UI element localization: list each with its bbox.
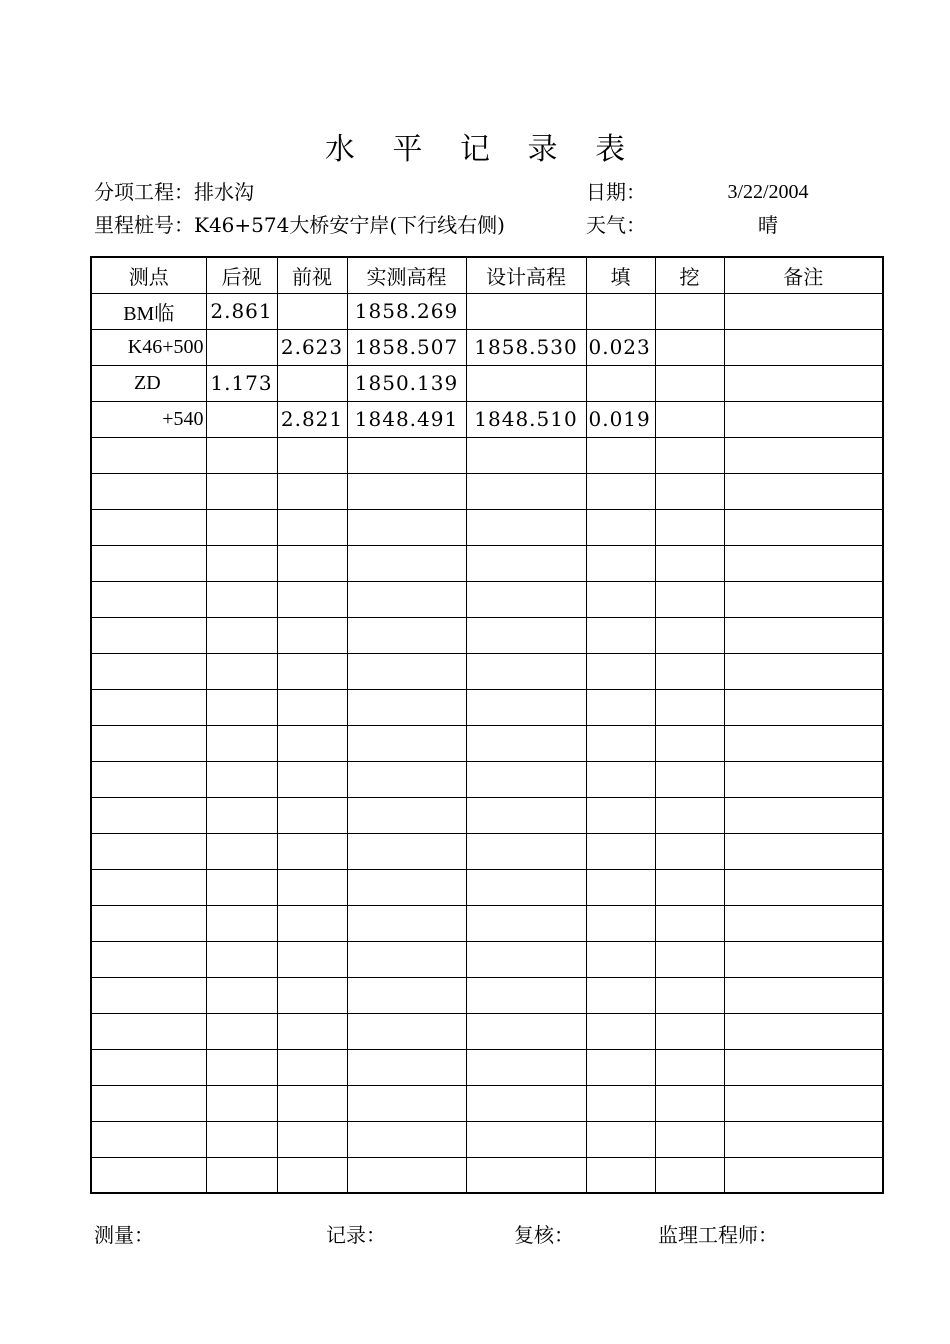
cell-point bbox=[91, 869, 206, 905]
project-value: 排水沟 bbox=[194, 180, 254, 204]
cell-foresight bbox=[277, 293, 347, 329]
cell-design: 1848.510 bbox=[466, 401, 586, 437]
cell-design bbox=[466, 1121, 586, 1157]
table-row bbox=[91, 365, 883, 401]
table-row bbox=[91, 329, 883, 365]
cell-backsight bbox=[206, 725, 277, 761]
col-header-point: 测点 bbox=[91, 257, 206, 293]
cell-backsight bbox=[206, 617, 277, 653]
cell-fill bbox=[586, 941, 655, 977]
cell-design bbox=[466, 437, 586, 473]
cell-point bbox=[91, 509, 206, 545]
cell-cut bbox=[655, 869, 724, 905]
cell-design bbox=[466, 473, 586, 509]
cell-design bbox=[466, 869, 586, 905]
recorder-label: 记录： bbox=[326, 1223, 386, 1247]
cell-measured bbox=[347, 797, 466, 833]
cell-backsight bbox=[206, 1085, 277, 1121]
cell-fill bbox=[586, 761, 655, 797]
table-row bbox=[91, 293, 883, 329]
cell-cut bbox=[655, 653, 724, 689]
cell-point bbox=[91, 797, 206, 833]
cell-fill bbox=[586, 1157, 655, 1193]
cell-design bbox=[466, 941, 586, 977]
cell-note bbox=[724, 437, 883, 473]
cell-backsight bbox=[206, 1157, 277, 1193]
cell-measured bbox=[347, 545, 466, 581]
cell-note bbox=[724, 761, 883, 797]
cell-note bbox=[724, 689, 883, 725]
cell-fill bbox=[586, 833, 655, 869]
reviewer-label: 复核： bbox=[514, 1223, 574, 1247]
cell-backsight bbox=[206, 977, 277, 1013]
cell-fill: 0.023 bbox=[586, 329, 655, 365]
cell-cut bbox=[655, 1049, 724, 1085]
cell-cut bbox=[655, 365, 724, 401]
cell-foresight bbox=[277, 905, 347, 941]
cell-fill bbox=[586, 869, 655, 905]
cell-backsight bbox=[206, 869, 277, 905]
cell-measured bbox=[347, 1013, 466, 1049]
cell-fill bbox=[586, 437, 655, 473]
cell-backsight bbox=[206, 509, 277, 545]
col-header-measured: 实测高程 bbox=[347, 257, 466, 293]
cell-backsight bbox=[206, 1049, 277, 1085]
supervisor-label: 监理工程师： bbox=[658, 1223, 778, 1247]
cell-backsight bbox=[206, 905, 277, 941]
cell-fill bbox=[586, 905, 655, 941]
cell-fill bbox=[586, 797, 655, 833]
table-row-empty bbox=[91, 473, 883, 509]
cell-fill bbox=[586, 473, 655, 509]
table-row-empty bbox=[91, 833, 883, 869]
cell-foresight bbox=[277, 869, 347, 905]
cell-note bbox=[724, 653, 883, 689]
cell-foresight: 2.821 bbox=[277, 401, 347, 437]
cell-backsight bbox=[206, 797, 277, 833]
project-line bbox=[94, 178, 254, 206]
cell-backsight bbox=[206, 545, 277, 581]
cell-cut bbox=[655, 437, 724, 473]
cell-point bbox=[91, 1085, 206, 1121]
cell-point bbox=[91, 617, 206, 653]
station-value: K46+574大桥安宁岸(下行线右侧) bbox=[194, 213, 505, 237]
cell-point bbox=[91, 941, 206, 977]
cell-cut bbox=[655, 401, 724, 437]
cell-cut bbox=[655, 761, 724, 797]
cell-cut bbox=[655, 473, 724, 509]
cell-point bbox=[91, 833, 206, 869]
cell-measured: 1848.491 bbox=[347, 401, 466, 437]
cell-foresight bbox=[277, 1013, 347, 1049]
cell-design bbox=[466, 1157, 586, 1193]
cell-measured bbox=[347, 473, 466, 509]
table-row-empty bbox=[91, 653, 883, 689]
cell-note bbox=[724, 509, 883, 545]
cell-measured bbox=[347, 437, 466, 473]
cell-point bbox=[91, 689, 206, 725]
cell-backsight bbox=[206, 1121, 277, 1157]
cell-cut bbox=[655, 1121, 724, 1157]
table-row-empty bbox=[91, 941, 883, 977]
cell-foresight bbox=[277, 581, 347, 617]
cell-measured: 1850.139 bbox=[347, 365, 466, 401]
cell-foresight bbox=[277, 653, 347, 689]
cell-foresight bbox=[277, 1121, 347, 1157]
cell-point bbox=[91, 977, 206, 1013]
table-header-row bbox=[91, 257, 883, 293]
cell-point bbox=[91, 581, 206, 617]
cell-measured bbox=[347, 905, 466, 941]
cell-point: +540 bbox=[91, 401, 206, 437]
cell-fill bbox=[586, 509, 655, 545]
cell-cut bbox=[655, 797, 724, 833]
cell-backsight bbox=[206, 329, 277, 365]
table-row-empty bbox=[91, 437, 883, 473]
cell-note bbox=[724, 941, 883, 977]
cell-measured bbox=[347, 1049, 466, 1085]
cell-point bbox=[91, 1121, 206, 1157]
cell-foresight bbox=[277, 617, 347, 653]
col-header-fill: 填 bbox=[586, 257, 655, 293]
cell-point bbox=[91, 725, 206, 761]
col-header-note: 备注 bbox=[724, 257, 883, 293]
date-label: 日期： bbox=[586, 180, 646, 204]
cell-note bbox=[724, 1085, 883, 1121]
cell-design bbox=[466, 797, 586, 833]
cell-cut bbox=[655, 545, 724, 581]
page-title: 水 平 记 录 表 bbox=[324, 132, 640, 167]
cell-note bbox=[724, 401, 883, 437]
cell-measured: 1858.269 bbox=[347, 293, 466, 329]
cell-measured bbox=[347, 761, 466, 797]
cell-foresight bbox=[277, 1049, 347, 1085]
table-row-empty bbox=[91, 689, 883, 725]
table-row-empty bbox=[91, 1085, 883, 1121]
cell-fill bbox=[586, 1121, 655, 1157]
cell-note bbox=[724, 1049, 883, 1085]
cell-fill bbox=[586, 725, 655, 761]
cell-point bbox=[91, 1049, 206, 1085]
cell-foresight bbox=[277, 725, 347, 761]
cell-backsight bbox=[206, 1013, 277, 1049]
table-row-empty bbox=[91, 905, 883, 941]
cell-measured bbox=[347, 509, 466, 545]
cell-design bbox=[466, 1013, 586, 1049]
cell-backsight bbox=[206, 761, 277, 797]
cell-foresight: 2.623 bbox=[277, 329, 347, 365]
cell-foresight bbox=[277, 509, 347, 545]
col-header-foresight: 前视 bbox=[277, 257, 347, 293]
cell-design bbox=[466, 509, 586, 545]
cell-backsight bbox=[206, 581, 277, 617]
cell-foresight bbox=[277, 833, 347, 869]
cell-backsight bbox=[206, 473, 277, 509]
cell-design bbox=[466, 545, 586, 581]
cell-cut bbox=[655, 509, 724, 545]
cell-measured bbox=[347, 617, 466, 653]
cell-foresight bbox=[277, 689, 347, 725]
cell-fill bbox=[586, 617, 655, 653]
surveyor-label: 测量： bbox=[94, 1223, 154, 1247]
weather-label: 天气： bbox=[586, 213, 646, 237]
cell-note bbox=[724, 1157, 883, 1193]
cell-measured bbox=[347, 653, 466, 689]
cell-fill bbox=[586, 689, 655, 725]
cell-note bbox=[724, 797, 883, 833]
cell-note bbox=[724, 473, 883, 509]
cell-point: BM临 bbox=[91, 293, 206, 329]
cell-note bbox=[724, 833, 883, 869]
cell-backsight: 2.861 bbox=[206, 293, 277, 329]
cell-foresight bbox=[277, 545, 347, 581]
cell-point bbox=[91, 473, 206, 509]
cell-design bbox=[466, 581, 586, 617]
cell-foresight bbox=[277, 437, 347, 473]
table-row-empty bbox=[91, 509, 883, 545]
cell-note bbox=[724, 725, 883, 761]
cell-point bbox=[91, 905, 206, 941]
cell-measured bbox=[347, 1121, 466, 1157]
cell-note bbox=[724, 1013, 883, 1049]
cell-note bbox=[724, 617, 883, 653]
cell-note bbox=[724, 1121, 883, 1157]
cell-foresight bbox=[277, 1157, 347, 1193]
cell-cut bbox=[655, 905, 724, 941]
date-value: 3/22/2004 bbox=[727, 181, 809, 203]
table-row-empty bbox=[91, 977, 883, 1013]
cell-cut bbox=[655, 1013, 724, 1049]
cell-fill bbox=[586, 545, 655, 581]
cell-design bbox=[466, 833, 586, 869]
table-row-empty bbox=[91, 761, 883, 797]
cell-fill bbox=[586, 293, 655, 329]
cell-cut bbox=[655, 689, 724, 725]
cell-cut bbox=[655, 977, 724, 1013]
cell-cut bbox=[655, 1157, 724, 1193]
table-row-empty bbox=[91, 1121, 883, 1157]
cell-cut bbox=[655, 1085, 724, 1121]
cell-note bbox=[724, 365, 883, 401]
cell-design: 1858.530 bbox=[466, 329, 586, 365]
cell-fill bbox=[586, 1085, 655, 1121]
cell-foresight bbox=[277, 941, 347, 977]
cell-foresight bbox=[277, 473, 347, 509]
cell-fill bbox=[586, 581, 655, 617]
cell-cut bbox=[655, 725, 724, 761]
station-label: 里程桩号： bbox=[94, 213, 194, 237]
cell-foresight bbox=[277, 1085, 347, 1121]
cell-design bbox=[466, 761, 586, 797]
table-row-empty bbox=[91, 869, 883, 905]
table-row-empty bbox=[91, 797, 883, 833]
cell-note bbox=[724, 329, 883, 365]
table-row-empty bbox=[91, 1049, 883, 1085]
cell-measured bbox=[347, 725, 466, 761]
col-header-backsight: 后视 bbox=[206, 257, 277, 293]
cell-backsight bbox=[206, 401, 277, 437]
cell-design bbox=[466, 725, 586, 761]
cell-measured bbox=[347, 689, 466, 725]
table-row-empty bbox=[91, 1013, 883, 1049]
cell-cut bbox=[655, 833, 724, 869]
cell-note bbox=[724, 581, 883, 617]
cell-cut bbox=[655, 329, 724, 365]
cell-fill bbox=[586, 977, 655, 1013]
cell-note bbox=[724, 869, 883, 905]
cell-design bbox=[466, 1085, 586, 1121]
cell-design bbox=[466, 617, 586, 653]
cell-backsight bbox=[206, 689, 277, 725]
cell-design bbox=[466, 653, 586, 689]
cell-cut bbox=[655, 581, 724, 617]
cell-backsight bbox=[206, 833, 277, 869]
cell-point bbox=[91, 437, 206, 473]
cell-design bbox=[466, 689, 586, 725]
cell-cut bbox=[655, 293, 724, 329]
cell-measured bbox=[347, 941, 466, 977]
cell-fill bbox=[586, 653, 655, 689]
cell-point bbox=[91, 1013, 206, 1049]
cell-measured bbox=[347, 977, 466, 1013]
table-row-empty bbox=[91, 581, 883, 617]
cell-fill bbox=[586, 1013, 655, 1049]
cell-measured: 1858.507 bbox=[347, 329, 466, 365]
cell-measured bbox=[347, 869, 466, 905]
station-line bbox=[94, 211, 505, 239]
cell-measured bbox=[347, 833, 466, 869]
cell-note bbox=[724, 905, 883, 941]
cell-note bbox=[724, 293, 883, 329]
cell-foresight bbox=[277, 761, 347, 797]
cell-point bbox=[91, 1157, 206, 1193]
cell-foresight bbox=[277, 797, 347, 833]
cell-design bbox=[466, 293, 586, 329]
cell-point: ZD bbox=[91, 365, 206, 401]
level-record-table bbox=[90, 256, 884, 1194]
cell-cut bbox=[655, 617, 724, 653]
cell-backsight: 1.173 bbox=[206, 365, 277, 401]
cell-backsight bbox=[206, 941, 277, 977]
weather-value: 晴 bbox=[758, 213, 778, 237]
cell-foresight bbox=[277, 365, 347, 401]
cell-point: K46+500 bbox=[91, 329, 206, 365]
cell-backsight bbox=[206, 437, 277, 473]
cell-measured bbox=[347, 581, 466, 617]
table-row-empty bbox=[91, 1157, 883, 1193]
table-row-empty bbox=[91, 617, 883, 653]
cell-measured bbox=[347, 1157, 466, 1193]
cell-design bbox=[466, 905, 586, 941]
col-header-cut: 挖 bbox=[655, 257, 724, 293]
cell-note bbox=[724, 545, 883, 581]
cell-point bbox=[91, 653, 206, 689]
cell-fill: 0.019 bbox=[586, 401, 655, 437]
cell-point bbox=[91, 761, 206, 797]
cell-fill bbox=[586, 365, 655, 401]
cell-design bbox=[466, 977, 586, 1013]
cell-design bbox=[466, 1049, 586, 1085]
cell-cut bbox=[655, 941, 724, 977]
table-row bbox=[91, 401, 883, 437]
cell-fill bbox=[586, 1049, 655, 1085]
table-row-empty bbox=[91, 545, 883, 581]
cell-note bbox=[724, 977, 883, 1013]
col-header-design: 设计高程 bbox=[466, 257, 586, 293]
cell-design bbox=[466, 365, 586, 401]
cell-point bbox=[91, 545, 206, 581]
table-row-empty bbox=[91, 725, 883, 761]
cell-measured bbox=[347, 1085, 466, 1121]
cell-foresight bbox=[277, 977, 347, 1013]
project-label: 分项工程： bbox=[94, 180, 194, 204]
cell-backsight bbox=[206, 653, 277, 689]
